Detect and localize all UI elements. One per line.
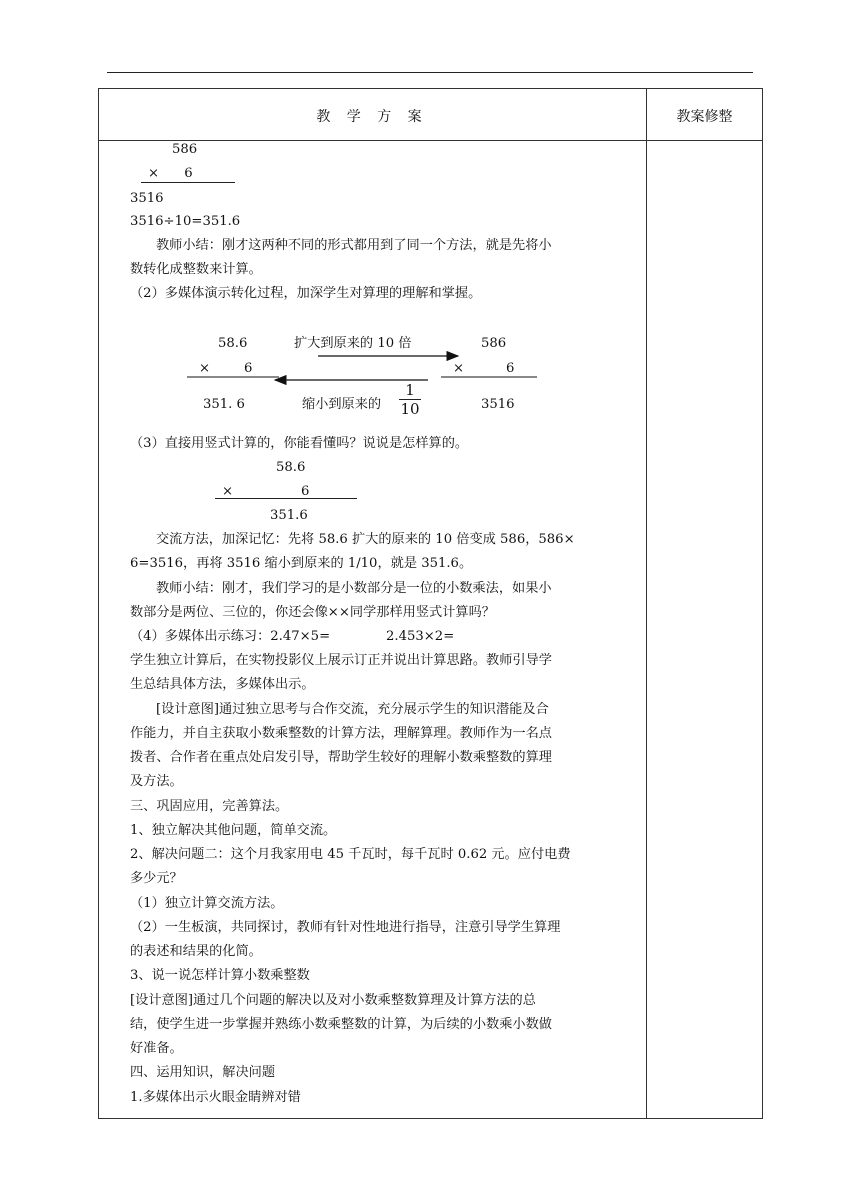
item2a-text: （1）独立计算交流方法。	[130, 896, 284, 911]
step2-text: （2）多媒体演示转化过程，加深学生对算理的理解和掌握。	[130, 286, 482, 301]
diagram-left-operator: ×	[199, 361, 211, 376]
design2-line3: 好准备。	[130, 1041, 183, 1056]
calc3-result: 351.6	[270, 508, 308, 523]
diagram-right-result: 3516	[481, 397, 515, 412]
calc3-operator: ×	[222, 484, 234, 499]
diagram-shrink-label: 缩小到原来的	[302, 397, 382, 412]
step3-text: （3）直接用竖式计算的，你能看懂吗？说说是怎样算的。	[130, 436, 469, 451]
diagram-expand-label: 扩大到原来的 10 倍	[294, 336, 412, 351]
step4-second-exercise: 2.453×2=	[386, 629, 455, 644]
diagram-right-operand: 6	[506, 361, 515, 376]
diagram-left-operand: 6	[244, 361, 253, 376]
calc1-multiplier: × 6	[148, 166, 193, 181]
independent-line2: 生总结具体方法，多媒体出示。	[130, 677, 315, 692]
design1-line3: 拨者、合作者在重点处启发引导，帮助学生较好的理解小数乘整数的算理	[130, 750, 552, 765]
fraction-numerator: 1	[405, 381, 415, 399]
calc1-multiplicand: 586	[172, 142, 198, 157]
calc3-top: 58.6	[276, 460, 306, 475]
summary2-line1: 教师小结：刚才，我们学习的是小数部分是一位的小数乘法，如果小	[156, 581, 552, 596]
summary1-line1: 教师小结：刚才这两种不同的形式都用到了同一个方法，就是先将小	[156, 238, 552, 253]
item3-text: 3、说一说怎样计算小数乘整数	[130, 968, 310, 983]
item2-line2: 多少元？	[130, 871, 183, 886]
exchange-line1: 交流方法，加深记忆：先将 58.6 扩大的原来的 10 倍变成 586，586×	[156, 532, 575, 547]
design2-line1: [设计意图]通过几个问题的解决以及对小数乘整数算理及计算方法的总	[130, 993, 536, 1008]
item4-1-text: 1.多媒体出示火眼金睛辨对错	[130, 1090, 301, 1105]
section3-heading: 三、巩固应用，完善算法。	[130, 799, 289, 814]
item2-line1: 2、解决问题二：这个月我家用电 45 千瓦时，每千瓦时 0.62 元。应付电费	[130, 847, 571, 862]
fraction-denominator: 10	[400, 400, 420, 418]
calc3-operand: 6	[301, 484, 310, 499]
design1-line2: 作能力，并自主获取小数乘整数的计算方法，理解算理。教师作为一名点	[130, 726, 552, 741]
design1-line4: 及方法。	[130, 774, 183, 789]
diagram-right-top: 586	[481, 336, 507, 351]
item1-text: 1、独立解决其他问题，简单交流。	[130, 823, 337, 838]
section4-heading: 四、运用知识，解决问题	[130, 1065, 276, 1080]
step4-label: （4）多媒体出示练习：2.47×5=	[130, 629, 331, 644]
calc1-product: 3516	[130, 191, 164, 206]
design2-line2: 结，使学生进一步掌握并熟练小数乘整数的计算，为后续的小数乘小数做	[130, 1017, 552, 1032]
calc1-division: 3516÷10=351.6	[130, 214, 241, 229]
diagram-left-result: 351. 6	[203, 397, 245, 412]
header-plan-revision: 教案修整	[676, 109, 733, 125]
item2b-line2: 的表述和结果的化简。	[130, 944, 262, 959]
summary1-line2: 数转化成整数来计算。	[130, 262, 262, 277]
summary2-line2: 数部分是两位、三位的，你还会像××同学那样用竖式计算吗？	[130, 605, 495, 620]
header-teaching-plan: 教 学 方 案	[316, 109, 428, 125]
exchange-line2: 6=3516，再将 3516 缩小到原来的 1/10，就是 351.6。	[130, 556, 473, 571]
design1-line1: [设计意图]通过独立思考与合作交流，充分展示学生的知识潜能及合	[156, 702, 549, 717]
item2b-line1: （2）一生板演，共同探讨，教师有针对性地进行指导，注意引导学生算理	[130, 920, 561, 935]
calc3-underline	[215, 498, 357, 499]
diagram-left-top: 58.6	[218, 336, 248, 351]
independent-line1: 学生独立计算后，在实物投影仪上展示订正并说出计算思路。教师引导学	[130, 653, 552, 668]
diagram-right-operator: ×	[453, 361, 465, 376]
